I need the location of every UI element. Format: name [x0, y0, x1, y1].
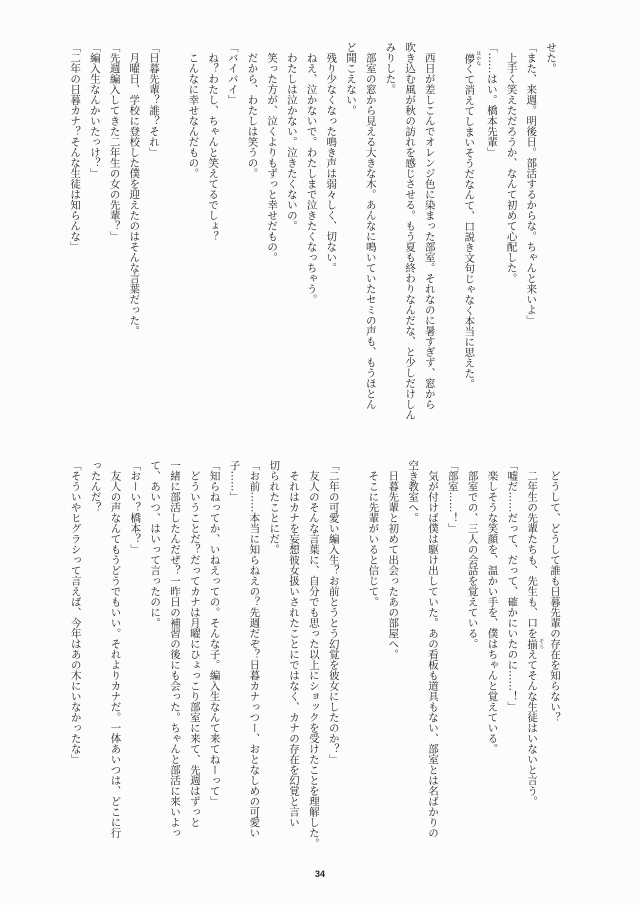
dialogue-line: 「嘘だ……だって、だって、確かにいたのに……！」	[506, 460, 519, 712]
text-line: 友人のそんな言葉に、自分でも思った以上にショックを受けたことを理解した。	[307, 460, 320, 849]
page-number: 34	[314, 869, 325, 879]
text-line: 空き教室へ。	[407, 460, 420, 523]
text-line: ねえ、泣かないで。わたしまで泣きたくなっちゃう。	[305, 42, 318, 305]
ruby-base: 儚	[463, 50, 476, 66]
text-line: 日暮先輩と初めて出会ったあの部屋へ。	[387, 460, 400, 660]
dialogue-line: 「先週編入してきた二年生の女の先輩？」	[108, 42, 121, 242]
text-line: こんなに幸せなんだもの。	[187, 42, 200, 179]
ruby-reading: はかな	[475, 50, 482, 66]
dialogue-line: 「編入生なんかいたっけ？」	[88, 42, 101, 179]
upper-text-block	[68, 42, 560, 436]
text-line: だから、わたしは笑うの。	[246, 42, 259, 179]
text-line: ど聞こえない。	[344, 42, 357, 116]
dialogue-line: 子……」	[228, 460, 241, 502]
scene-break	[163, 42, 183, 436]
text-line: ったんだ？	[89, 460, 102, 513]
dialogue-line: 「そういやヒグラシって言えば、今年はあの木にいなかったな」	[69, 460, 82, 765]
ruby-annotated-word	[463, 50, 482, 66]
lower-text-block	[68, 460, 564, 858]
text-line: わたしは泣かない。泣きたくないの。	[285, 42, 298, 231]
dialogue-line: 「二年の可愛い編入生？お前とうとう幻覚を彼女にしたのか？」	[327, 460, 340, 765]
text-line: 吹き込む風が秋の訪れを感じさせる。もう夏も終わりなんだな、と少しだけしん	[404, 42, 417, 420]
dialogue-line: 「バイバイ」	[226, 42, 239, 105]
dialogue-line: 「日暮先輩？誰？それ」	[147, 42, 160, 158]
text-line: 月曜日、学校に登校した僕を迎えたのはそんな言葉だった。	[128, 42, 141, 336]
text-line: 笑った方が、泣くよりもずっと幸せだもの。	[266, 42, 279, 263]
text-line: ね？わたし、ちゃんと笑えてるでしょ？	[207, 42, 220, 242]
text-line: 友人の声なんてもうどうでもいい。それよりカナだ。一体あいつは、どこに行	[109, 460, 122, 838]
text-line: 一緒に部活したんだぜ？一昨日の補習の後にも会った。ちゃんと部活に来いよっ	[168, 460, 181, 838]
dialogue-line: 「おーい？橋本？」	[129, 460, 142, 555]
dialogue-line: 「また、来週。明後日。部活するからな。ちゃんと来いよ」	[525, 42, 538, 326]
text-line: みりした。	[384, 42, 397, 95]
text-line: せた。	[545, 42, 557, 74]
dialogue-line: 「お前……本当に知らねえの？先週だぞ？日暮カナっつー、おとなしめの可愛い	[248, 460, 261, 838]
text-line: 残り少なくなった鳴き声は弱々しく、切ない。	[325, 42, 338, 273]
ruby-annotated-word	[526, 638, 545, 650]
text-line-with-ruby	[458, 42, 481, 436]
ruby-base: 揃	[526, 638, 539, 649]
text-line: そこに先輩がいると信じて。	[367, 460, 380, 607]
text-line: 上手く笑えただろうか、なんて初めて心配した。	[505, 42, 518, 284]
text-line: それはカナを妄想彼女扱いされたことにではなく、カナの存在を幻覚と言い	[288, 460, 301, 828]
dialogue-line: 「二年の日暮カナ？そんな生徒は知らんな」	[69, 42, 82, 252]
text-line: どうして、どうして誰も日暮先輩の存在を知らない？	[549, 460, 561, 723]
dialogue-line: 「……はい。橋本先輩」	[485, 42, 498, 158]
text-line: 部室での、三人の会話を覚えている。	[466, 460, 479, 649]
text-line: 気が付けば僕は駆け出していた。あの看板も道具もない、部室とは名ばかりの	[426, 460, 439, 838]
text-segment: えてそんな生徒はいないと言う。	[526, 649, 539, 807]
scene-break	[439, 42, 459, 436]
ruby-reading: そろ	[538, 638, 545, 649]
text-segment: 二年生の先輩たちも、先生も、口を	[526, 460, 539, 639]
text-line: 西日が差しこんでオレンジ色に染まった部室。それなのに暑すぎず、窓から	[423, 42, 436, 410]
text-line-with-ruby	[521, 460, 544, 858]
text-segment: くて消えてしまいそうだなんて、口説き文句じゃなく本当に思えた。	[463, 63, 476, 389]
dialogue-line: 「知らねってか、いねえっての。そんな子。編入生なんて来てねーって」	[208, 460, 221, 807]
text-line: どういうことだ？だってカナは月曜にひょっこり部室に来て、先週はずっと	[188, 460, 201, 828]
dialogue-line: 「部室……！」	[446, 460, 459, 534]
text-line: 楽しそうな笑顔を、温かい手を、僕はちゃんと覚えている。	[486, 460, 499, 754]
text-line: 部室の窓から見える大きな木。あんなに鳴いていたセミの声も、もうほとん	[364, 42, 377, 410]
text-line: 切られたことにだ。	[268, 460, 281, 555]
scene-break	[343, 460, 363, 858]
text-line: て、あいつ、はいって言ったのに。	[149, 460, 162, 628]
